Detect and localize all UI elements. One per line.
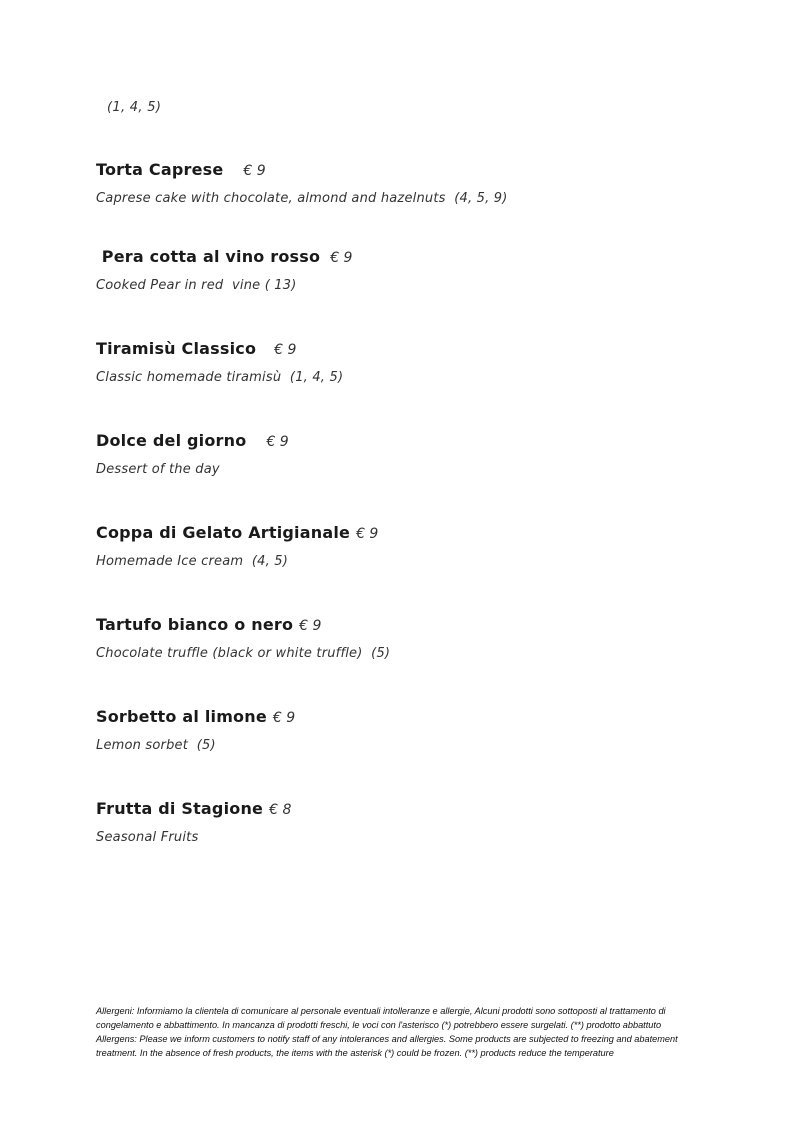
menu-item [96, 615, 390, 661]
item-name: Pera cotta al vino rosso [96, 247, 321, 266]
item-name: Coppa di Gelato Artigianale [96, 523, 351, 542]
item-name: Tartufo bianco o nero [96, 615, 294, 634]
item-description: Seasonal Fruits [96, 830, 199, 845]
item-name: Frutta di Stagione [96, 799, 264, 818]
item-price: € 9 [266, 434, 289, 450]
item-description: Cooked Pear in red vine ( 13) [96, 278, 297, 293]
item-price: € 8 [269, 802, 292, 818]
allergen-notice-line: congelamento e abbattimento. In mancanza di prodotti freschi, le voci con l'asterisco (*) potrebbero essere surgelati. (**) prodotto abbattuto [96, 1020, 662, 1030]
allergen-notice-line: treatment. In the absence of fresh products, the items with the asterisk (*) could be frozen. (**) products reduce the temperature [96, 1048, 614, 1058]
allergen-notice-line: Allergeni: Informiamo la clientela di comunicare al personale eventuali intolleranze e allergie, Alcuni prodotti sono sottoposti al trattamento di [96, 1006, 666, 1016]
menu-item [96, 799, 291, 845]
item-price: € 9 [243, 163, 266, 179]
item-price: € 9 [272, 710, 296, 726]
item-description: Homemade Ice cream (4, 5) [96, 554, 289, 569]
allergen-notice [96, 1004, 721, 1060]
item-price: € 9 [299, 618, 322, 634]
menu-item [96, 523, 378, 569]
item-description: Classic homemade tiramisù (1, 4, 5) [96, 370, 344, 385]
item-description: Caprese cake with chocolate, almond and hazelnuts (4, 5, 9) [96, 191, 508, 206]
item-price: € 9 [330, 250, 353, 266]
item-description: Dessert of the day [96, 462, 220, 477]
item-description: Chocolate truffle (black or white truffle) (5) [96, 646, 391, 661]
item-name: Torta Caprese [96, 160, 224, 179]
item-price: € 9 [274, 342, 297, 358]
menu-item [96, 247, 352, 293]
menu-item [96, 339, 343, 385]
item-description: Lemon sorbet (5) [96, 738, 216, 753]
item-name: Dolce del giorno [96, 431, 247, 450]
item-name: Tiramisù Classico [96, 339, 257, 358]
menu-item [96, 160, 508, 206]
menu-item [96, 431, 289, 477]
continued-allergens: (1, 4, 5) [107, 100, 162, 115]
allergen-notice-line: Allergens: Please we inform customers to notify staff of any intolerances and allergies. Some products are subjected to freezing and abatement [96, 1034, 678, 1044]
item-price: € 9 [356, 526, 379, 542]
item-name: Sorbetto al limone [96, 707, 267, 726]
menu-item [96, 707, 295, 753]
